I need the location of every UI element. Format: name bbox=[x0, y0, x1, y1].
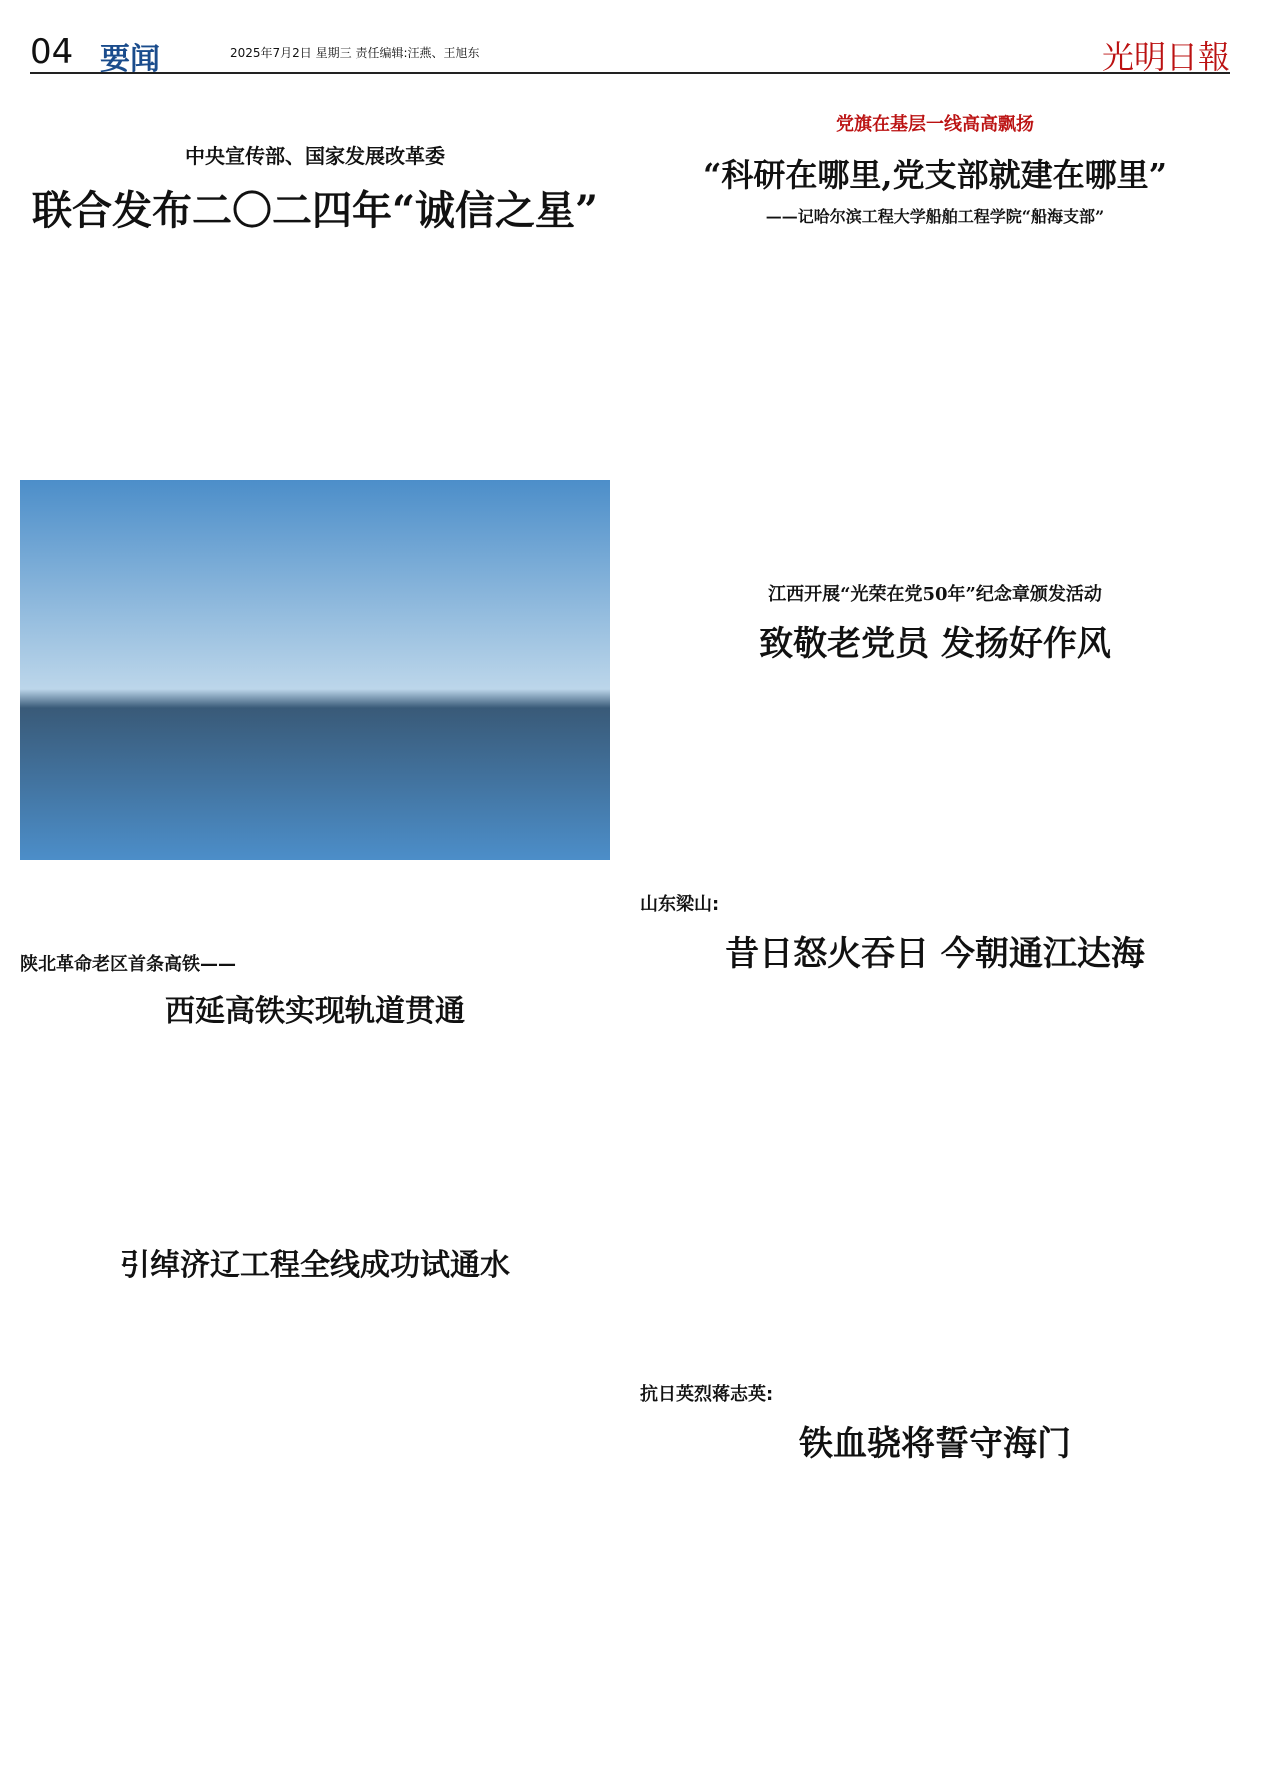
masthead bbox=[30, 32, 1230, 77]
headline: 铁血骁将誓守海门 bbox=[799, 1424, 1071, 1464]
article-yinchuo bbox=[20, 1240, 610, 1284]
skyline-photo bbox=[20, 480, 610, 860]
headline: 联合发布二〇二四年“诚信之星” bbox=[31, 187, 598, 234]
article-jiangzhiying bbox=[640, 1380, 1230, 1465]
article-chengxin bbox=[20, 140, 610, 236]
kicker: 中央宣传部、国家发展改革委 bbox=[185, 144, 445, 168]
article-xiyan bbox=[20, 950, 610, 1030]
kicker: 山东梁山: bbox=[640, 894, 720, 915]
date-line: 2025年7月2日 星期三 责任编辑:汪燕、王旭东 bbox=[230, 46, 480, 60]
article-jiangxi bbox=[640, 580, 1230, 665]
headline: 西延高铁实现轨道贯通 bbox=[165, 994, 465, 1029]
headline: 致敬老党员 发扬好作风 bbox=[759, 624, 1111, 664]
subtitle: ——记哈尔滨工程大学船舶工程学院“船海支部” bbox=[765, 207, 1105, 226]
article-kyan bbox=[640, 110, 1230, 227]
kicker: 江西开展“光荣在党50年”纪念章颁发活动 bbox=[768, 584, 1102, 605]
page-number: 04 bbox=[30, 32, 74, 72]
column-tag: 党旗在基层一线高高飘扬 bbox=[836, 114, 1034, 135]
kicker: 抗日英烈蒋志英: bbox=[640, 1384, 774, 1405]
newspaper-logo: 光明日報 bbox=[1101, 38, 1230, 76]
headline: 引绰济辽工程全线成功试通水 bbox=[120, 1248, 510, 1283]
article-liangshan bbox=[640, 890, 1230, 975]
kicker: 陕北革命老区首条高铁—— bbox=[20, 954, 236, 975]
headline: 昔日怒火吞日 今朝通江达海 bbox=[725, 934, 1145, 974]
headline: “科研在哪里,党支部就建在哪里” bbox=[703, 156, 1167, 194]
section-title: 要闻 bbox=[100, 42, 160, 77]
